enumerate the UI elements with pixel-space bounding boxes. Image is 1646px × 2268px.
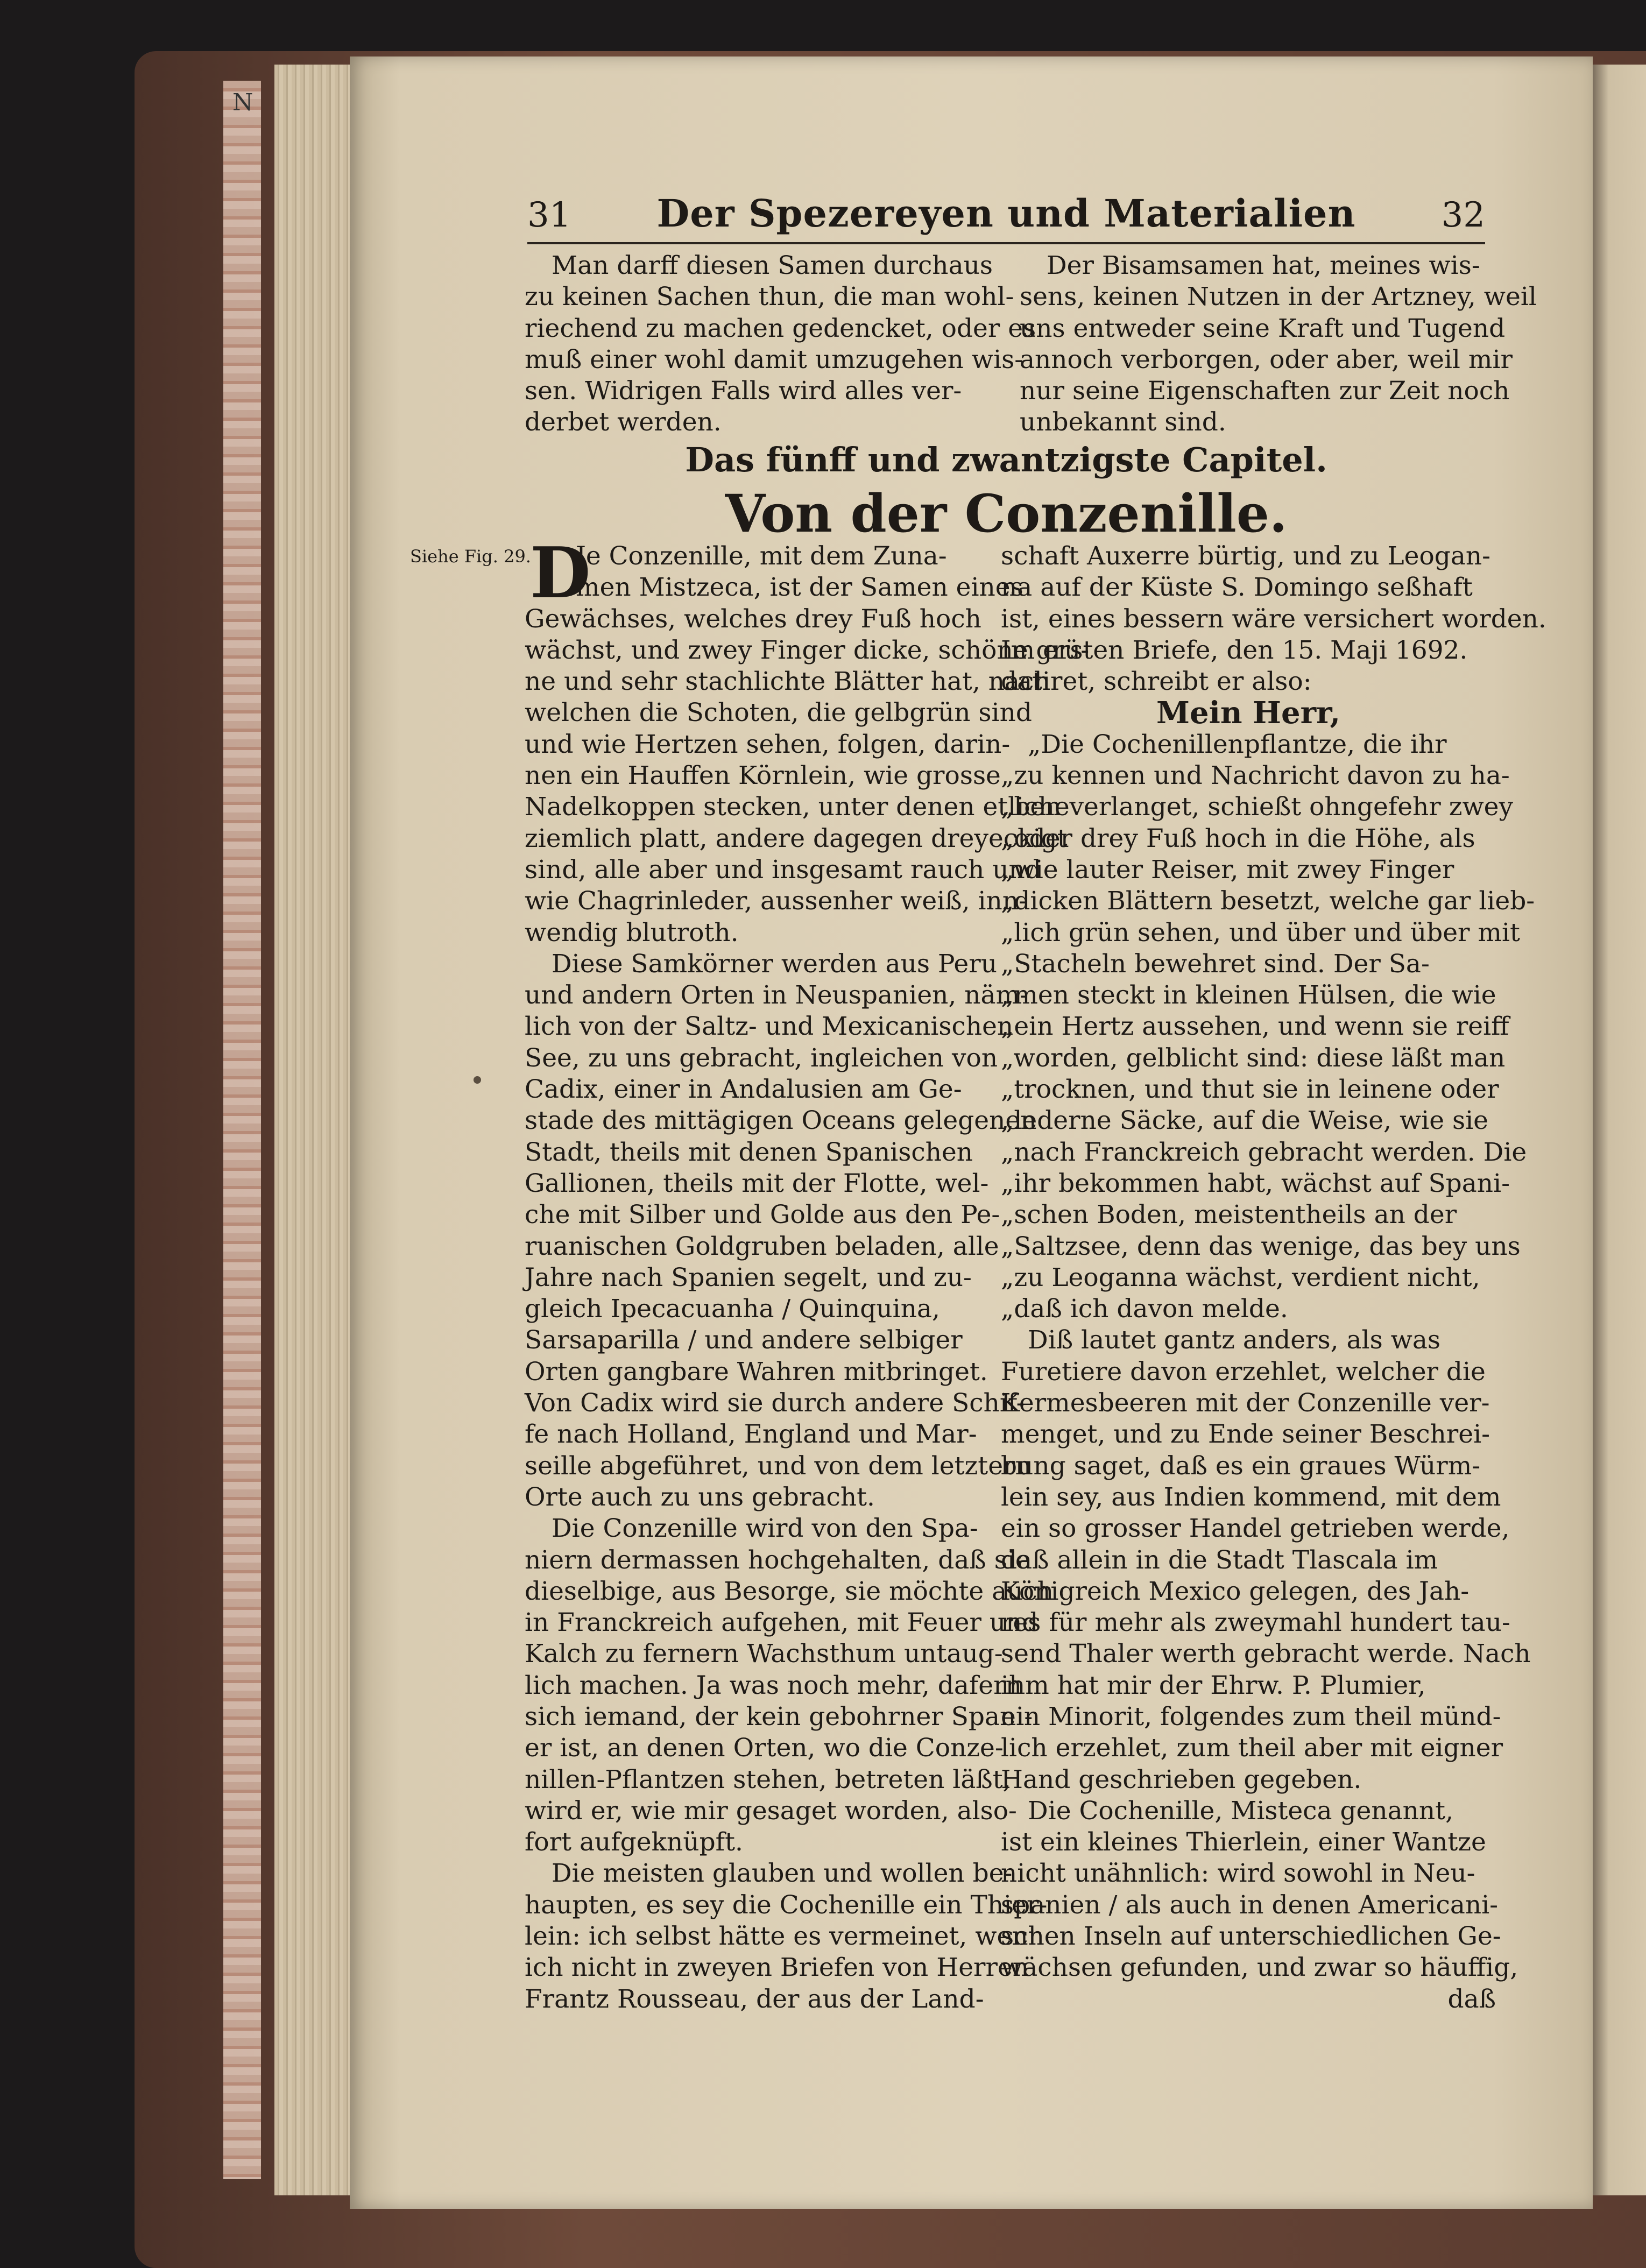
text-line: lich von der Saltz- und Mexicanischen <box>525 1012 1014 1042</box>
text-line: zu keinen Sachen thun, die man wohl- <box>525 282 1014 312</box>
text-line: unbekannt sind. <box>1020 407 1226 437</box>
text-line: nillen-Pflantzen stehen, betreten läßt, <box>525 1764 1011 1794</box>
endpaper-edge <box>223 81 261 2179</box>
text-line: Man darff diesen Samen durchaus <box>552 251 993 280</box>
text-line: nur seine Eigenschaften zur Zeit noch <box>1020 376 1510 406</box>
header-rule <box>527 242 1485 244</box>
text-line: haupten, es sey die Cochenille ein Thier- <box>525 1890 1048 1920</box>
text-line: „Saltzsee, denn das wenige, das bey uns <box>1001 1231 1521 1261</box>
text-line: „lich grün sehen, und über und über mit <box>1001 917 1520 948</box>
text-line: Furetiere davon erzehlet, welcher die <box>1001 1356 1486 1387</box>
text-line: ein so grosser Handel getrieben werde, <box>1001 1514 1510 1544</box>
text-line: „wie lauter Reiser, mit zwey Finger <box>1001 854 1454 885</box>
text-line: muß einer wohl damit umzugehen wis- <box>525 344 1023 375</box>
top-left-column <box>525 250 1036 439</box>
text-line: sich iemand, der kein gebohrner Spani- <box>525 1701 1033 1732</box>
text-line: bung saget, daß es ein graues Würm- <box>1001 1451 1481 1481</box>
edge-label: N <box>232 89 253 116</box>
text-line: Hand geschrieben gegeben. <box>1001 1764 1362 1794</box>
text-line: dieselbige, aus Besorge, sie möchte auch <box>525 1576 1054 1606</box>
text-line: lein sey, aus Indien kommend, mit dem <box>1001 1482 1501 1512</box>
page-number-right: 32 <box>1441 195 1485 235</box>
text-line: Königreich Mexico gelegen, des Jah- <box>1001 1576 1470 1606</box>
text-line: See, zu uns gebracht, ingleichen von <box>525 1043 998 1073</box>
text-line: Cadix, einer in Andalusien am Ge- <box>525 1075 962 1105</box>
text-line: und wie Hertzen sehen, folgen, darin- <box>525 729 1011 759</box>
text-line: Sarsaparilla / und andere selbiger <box>525 1325 963 1355</box>
text-line: schaft Auxerre bürtig, und zu Leogan- <box>1001 541 1491 571</box>
text-line: ich nicht in zweyen Briefen von Herren <box>525 1953 1029 1983</box>
facing-page-edge <box>1593 65 1646 2195</box>
text-line: „dicken Blättern besetzt, welche gar lieb- <box>1001 886 1535 916</box>
catchword: daß <box>1447 1984 1496 2014</box>
text-line: in Franckreich aufgehen, mit Feuer und <box>525 1608 1039 1638</box>
text-line: riechend zu machen gedencket, oder es <box>525 313 1036 343</box>
text-line: sen. Widrigen Falls wird alles ver- <box>525 376 962 406</box>
text-line: Der Bisamsamen hat, meines wis- <box>1047 251 1480 280</box>
text-line: „Die Cochenillenpflantze, die ihr <box>1028 729 1447 759</box>
text-line: seille abgeführet, und von dem letztern <box>525 1451 1032 1481</box>
text-line: nicht unähnlich: wird sowohl in Neu- <box>1001 1859 1475 1889</box>
text-line: ruanischen Goldgruben beladen, alle <box>525 1231 999 1261</box>
text-line: wächst, und zwey Finger dicke, schöne grü- <box>525 635 1090 665</box>
text-line: „daß ich davon melde. <box>1001 1294 1288 1324</box>
text-line: annoch verborgen, oder aber, weil mir <box>1020 344 1513 375</box>
text-line: Im ersten Briefe, den 15. Maji 1692. <box>1001 635 1468 665</box>
text-line: wächsen gefunden, und zwar so häuffig, <box>1001 1953 1518 1983</box>
margin-note: Siehe Fig. 29. <box>410 546 531 567</box>
text-line: Die Conzenille wird von den Spa- <box>552 1514 978 1544</box>
page-number-left: 31 <box>527 195 571 235</box>
text-line: send Thaler werth gebracht werde. Nach <box>1001 1639 1531 1669</box>
text-line: derbet werden. <box>525 407 722 437</box>
text-line: ist, eines bessern wäre versichert worden. <box>1001 604 1546 634</box>
text-line: Stadt, theils mit denen Spanischen <box>525 1137 973 1167</box>
text-line: fort aufgeknüpft. <box>525 1827 743 1857</box>
text-line: niern dermassen hochgehalten, daß sie <box>525 1545 1030 1575</box>
left-column <box>525 532 1090 2015</box>
running-title: Der Spezereyen und Materialien <box>656 191 1356 236</box>
text-line: Gallionen, theils mit der Flotte, wel- <box>525 1168 989 1198</box>
text-line: Je Conzenille, mit dem Zuna- <box>576 541 947 571</box>
text-line: „ben verlanget, schießt ohngefehr zwey <box>1001 792 1514 822</box>
text-line: „zu Leoganna wächst, verdient nicht, <box>1001 1262 1480 1292</box>
text-line: „ihr bekommen habt, wächst auf Spani- <box>1001 1168 1510 1198</box>
text-line: „ein Hertz aussehen, und wenn sie reiff <box>1001 1012 1509 1042</box>
drop-cap: D <box>530 532 591 614</box>
text-line: ihm hat mir der Ehrw. P. Plumier, <box>1001 1670 1426 1700</box>
catchword-line <box>1001 1984 1496 2015</box>
text-line: „nach Franckreich gebracht werden. Die <box>1001 1137 1527 1167</box>
text-line: „worden, gelblicht sind: diese läßt man <box>1001 1043 1506 1073</box>
text-line: lein: ich selbst hätte es vermeinet, wenn <box>525 1921 1044 1952</box>
text-line: Kalch zu fernern Wachsthum untaug- <box>525 1639 1003 1669</box>
text-line: nen ein Hauffen Körnlein, wie grosse <box>525 761 1001 791</box>
text-line: ne und sehr stachlichte Blätter hat, nach <box>525 667 1050 697</box>
text-line: sens, keinen Nutzen in der Artzney, weil <box>1020 282 1537 312</box>
text-line: Diese Samkörner werden aus Peru <box>552 949 997 979</box>
text-line: fe nach Holland, England und Mar- <box>525 1419 977 1450</box>
text-line: che mit Silber und Golde aus den Pe- <box>525 1200 1000 1230</box>
text-line: spanien / als auch in denen Americani- <box>1001 1890 1499 1920</box>
text-line: sind, alle aber und insgesamt rauch und <box>525 854 1041 885</box>
text-line: uns entweder seine Kraft und Tugend <box>1020 313 1506 343</box>
top-right-column <box>1020 250 1537 439</box>
text-line: Orten gangbare Wahren mitbringet. <box>525 1356 988 1387</box>
page-stack <box>274 65 355 2195</box>
text-line: na auf der Küste S. Domingo seßhaft <box>1001 573 1473 603</box>
text-line: lich machen. Ja was noch mehr, dafern <box>525 1670 1022 1700</box>
right-column <box>1001 541 1546 2015</box>
text-line: wird er, wie mir gesaget worden, also- <box>525 1796 1017 1826</box>
text-line: wie Chagrinleder, aussenher weiß, inn- <box>525 886 1027 916</box>
text-line: datiret, schreibt er also: <box>1001 667 1312 697</box>
text-line: res für mehr als zweymahl hundert tau- <box>1001 1608 1510 1638</box>
text-line: Jahre nach Spanien segelt, und zu- <box>525 1262 972 1292</box>
text-line: Frantz Rousseau, der aus der Land- <box>525 1984 984 2014</box>
text-line: daß allein in die Stadt Tlascala im <box>1001 1545 1438 1575</box>
page-header <box>527 191 1485 245</box>
text-line: gleich Ipecacuanha / Quinquina, <box>525 1294 940 1324</box>
text-line: „oder drey Fuß hoch in die Höhe, als <box>1001 823 1475 853</box>
text-line: Die meisten glauben und wollen be- <box>552 1859 1013 1889</box>
text-line: „men steckt in kleinen Hülsen, die wie <box>1001 980 1496 1011</box>
subject-heading: Von der Conzenille. <box>725 483 1288 544</box>
text-line: Von Cadix wird sie durch andere Schif- <box>525 1388 1025 1418</box>
text-line: Kermesbeeren mit der Conzenille ver- <box>1001 1388 1490 1418</box>
text-line: lich erzehlet, zum theil aber mit eigner <box>1001 1733 1503 1763</box>
chapter-heading: Das fünff und zwantzigste Capitel. <box>685 440 1327 479</box>
ink-speck <box>474 1076 481 1084</box>
text-line: Gewächses, welches drey Fuß hoch <box>525 604 981 634</box>
text-line: „schen Boden, meistentheils an der <box>1001 1200 1457 1230</box>
text-line: ein Minorit, folgendes zum theil münd- <box>1001 1701 1501 1732</box>
text-line: welchen die Schoten, die gelbgrün sind <box>525 698 1032 728</box>
text-line: stade des mittägigen Oceans gelegenen <box>525 1106 1037 1136</box>
text-line: „trocknen, und thut sie in leinene oder <box>1001 1075 1499 1105</box>
text-line: Die Cochenille, Misteca genannt, <box>1028 1796 1454 1826</box>
text-line: menget, und zu Ende seiner Beschrei- <box>1001 1419 1490 1450</box>
text-line: Nadelkoppen stecken, unter denen etliche <box>525 792 1070 822</box>
text-line: Orte auch zu uns gebracht. <box>525 1482 875 1512</box>
text-line: und andern Orten in Neuspanien, näm- <box>525 980 1029 1011</box>
text-line: „lederne Säcke, auf die Weise, wie sie <box>1001 1106 1488 1136</box>
text-line: schen Inseln auf unterschiedlichen Ge- <box>1001 1921 1501 1952</box>
text-line: ziemlich platt, andere dagegen dreyeckigt <box>525 823 1068 853</box>
text-line: „Stacheln bewehret sind. Der Sa- <box>1001 949 1430 979</box>
text-line: men Mistzeca, ist der Samen eines <box>576 573 1023 603</box>
text-line: er ist, an denen Orten, wo die Conze- <box>525 1733 1004 1763</box>
text-line: ist ein kleines Thierlein, einer Wantze <box>1001 1827 1486 1857</box>
text-line: Diß lautet gantz anders, als was <box>1028 1325 1441 1355</box>
text-line: „zu kennen und Nachricht davon zu ha- <box>1001 761 1510 791</box>
text-line: wendig blutroth. <box>525 917 739 948</box>
salutation: Mein Herr, <box>1156 695 1341 731</box>
